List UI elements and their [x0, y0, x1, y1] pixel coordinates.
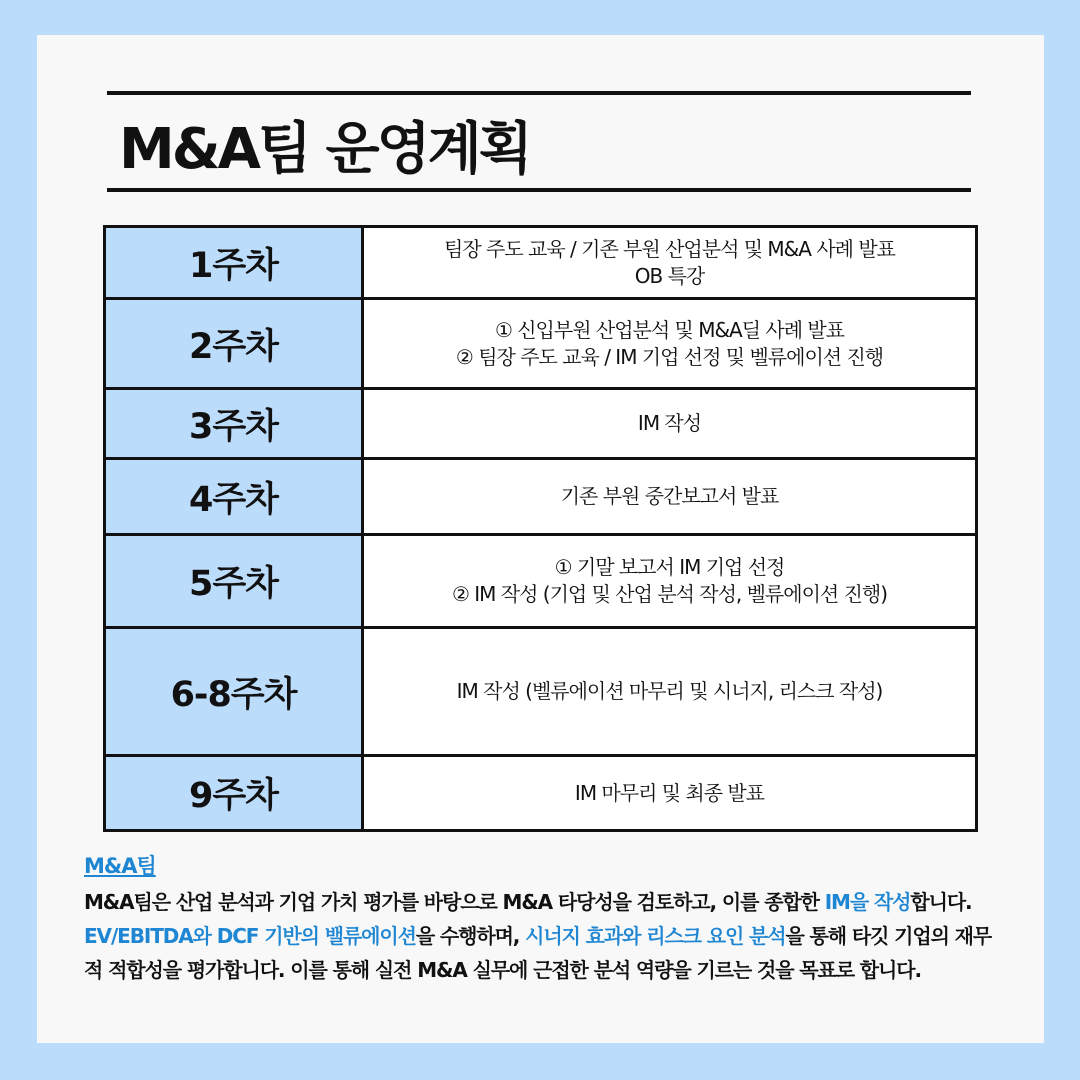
table-row: [105, 535, 977, 628]
title-bottom-rule: [107, 188, 971, 192]
title-top-rule: [107, 91, 971, 95]
team-description: [84, 851, 999, 987]
plan-cell: [363, 299, 977, 389]
plan-line: ① 신입부원 산업분석 및 M&A딜 사례 발표: [494, 317, 845, 342]
plan-line: ① 기말 보고서 IM 기업 선정: [554, 555, 785, 579]
content-card: [37, 35, 1044, 1043]
plan-line: 팀장 주도 교육 / 기존 부원 산업분석 및 M&A 사례 발표: [444, 236, 895, 261]
plan-line: ② 팀장 주도 교육 / IM 기업 선정 및 벨류에이션 진행: [455, 344, 884, 369]
plan-line: ② IM 작성 (기업 및 산업 분석 작성, 벨류에이션 진행): [451, 582, 888, 606]
plan-line: IM 작성: [637, 411, 702, 435]
week-cell: 5주차: [105, 535, 363, 628]
plan-line: IM 마무리 및 최종 발표: [574, 780, 765, 805]
week-cell: 6-8주차: [105, 628, 363, 756]
table-row: [105, 227, 977, 299]
highlight-synergy-risk: 시너지 효과와 리스크 요인 분석: [525, 924, 786, 948]
highlight-valuation: EV/EBITDA와 DCF 기반의 밸류에이션: [84, 924, 416, 948]
table-row: [105, 299, 977, 389]
plan-cell: [363, 227, 977, 299]
week-cell: 3주차: [105, 389, 363, 459]
week-cell: 9주차: [105, 756, 363, 831]
plan-cell: [363, 389, 977, 459]
highlight-im: IM을 작성: [824, 890, 911, 914]
page-title: M&A팀 운영계획: [119, 117, 530, 182]
table-row: [105, 756, 977, 831]
schedule-table: [103, 225, 978, 832]
description-text: 을 수행하며,: [415, 924, 526, 948]
week-cell: 2주차: [105, 299, 363, 389]
plan-cell: [363, 756, 977, 831]
plan-cell: [363, 459, 977, 535]
description-text: 합니다.: [910, 890, 972, 914]
plan-cell: [363, 628, 977, 756]
table-row: [105, 459, 977, 535]
plan-line: OB 특강: [634, 263, 705, 288]
description-text: M&A팀은 산업 분석과 기업 가치 평가를 바탕으로 M&A 타당성을 검토하고, 이를 종합한: [84, 890, 825, 914]
description-text: 을 통해 타깃 기업의 재무적 적합성을 평가합니다. 이를 통해 실전 M&A 실무에 근접한 분석 역량을 기르는 것을 목표로 합니다.: [84, 924, 992, 982]
description-heading: M&A팀: [84, 854, 156, 878]
plan-cell: [363, 535, 977, 628]
week-cell: 4주차: [105, 459, 363, 535]
table-row: [105, 389, 977, 459]
description-paragraph: [84, 885, 999, 987]
plan-line: 기존 부원 중간보고서 발표: [560, 484, 779, 508]
plan-line: IM 작성 (벨류에이션 마무리 및 시너지, 리스크 작성): [456, 679, 883, 703]
table-row: [105, 628, 977, 756]
week-cell: 1주차: [105, 227, 363, 299]
